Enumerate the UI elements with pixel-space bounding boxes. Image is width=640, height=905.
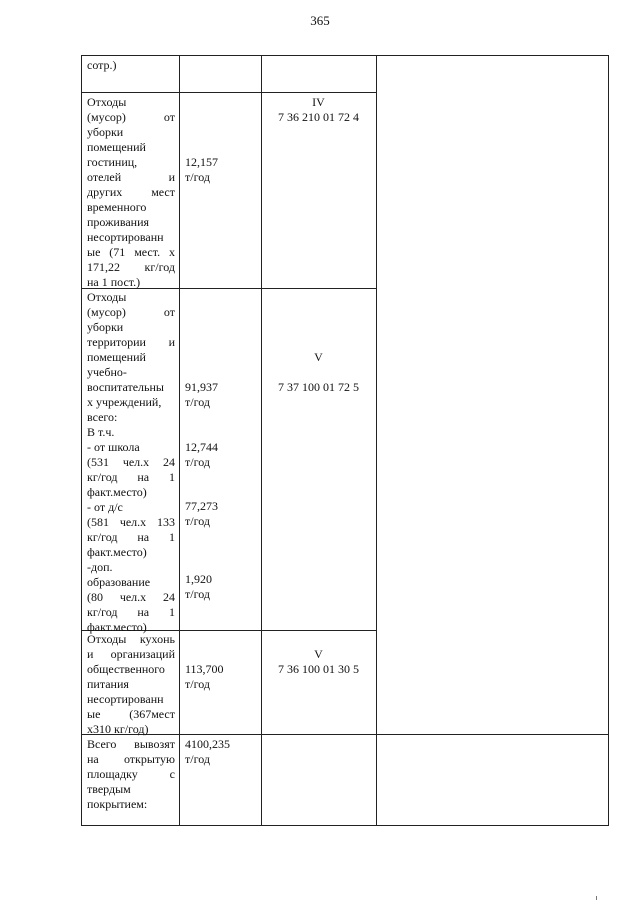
row-2-name-line: образование	[87, 575, 151, 589]
amount-unit: т/год	[185, 514, 210, 528]
row-3-name-line: и организаций	[87, 647, 175, 661]
row-1-name-line: Отходы	[87, 95, 127, 109]
row-1-name-line: других мест	[87, 185, 175, 199]
amount-value: 12,157	[185, 155, 218, 169]
row-2-name-line: (531 чел.х 24	[87, 455, 175, 469]
row-1-name-line: (мусор) от	[87, 110, 175, 124]
row-2-name-line: - от школа	[87, 440, 140, 454]
waste-table	[81, 55, 609, 826]
row-2-name-line: факт.место)	[87, 485, 147, 499]
table-right-border	[608, 55, 609, 825]
row-1-name-line: несортированн	[87, 230, 164, 244]
amount-unit: т/год	[185, 170, 210, 184]
row-2-name-line: помещений	[87, 350, 146, 364]
row-2-amount-kindergarten	[185, 499, 218, 529]
row-3-name-line: несортированн	[87, 692, 164, 706]
amount-unit: т/год	[185, 455, 210, 469]
column-divider-2	[261, 55, 262, 825]
amount-value: 91,937	[185, 380, 218, 394]
row-2-name-line: -доп.	[87, 560, 113, 574]
row-3-code	[261, 647, 376, 677]
row-2-amount-school	[185, 440, 218, 470]
row-2-name-line: факт.место)	[87, 620, 147, 634]
table-top-border	[82, 55, 609, 56]
row-1-code	[261, 95, 376, 125]
row-1-name-line: на 1 пост.)	[87, 275, 141, 289]
amount-value: 113,700	[185, 662, 224, 676]
row-4-name-line: твердым	[87, 782, 131, 796]
fkko-code: 7 36 210 01 72 4	[278, 110, 359, 124]
row-3-name-line: х310 кг/год)	[87, 722, 149, 736]
row-2-name-line: кг/год на 1	[87, 605, 175, 619]
row-2-name-line: Отходы	[87, 290, 127, 304]
row-1-name-line: ые (71 мест. х	[87, 245, 175, 259]
row-4-name-line: покрытием:	[87, 797, 148, 811]
page-number: 365	[310, 13, 330, 28]
row-2-name	[87, 290, 175, 635]
row-2-name-line: В т.ч.	[87, 425, 115, 439]
row-2-name-line: воспитательны	[87, 380, 164, 394]
row-3-name-line: питания	[87, 677, 129, 691]
hazard-class: V	[314, 647, 323, 661]
hazard-class: V	[314, 350, 323, 364]
row-2-amount-extra-education	[185, 572, 212, 602]
row-4-name-line: площадку с	[87, 767, 175, 781]
row-2-name-line: всего:	[87, 410, 118, 424]
row-2-name-line: учебно-	[87, 365, 127, 379]
row-0-name	[87, 58, 175, 73]
row-1-name-line: гостиниц,	[87, 155, 138, 169]
row-1-name-line: уборки	[87, 125, 124, 139]
row-3-name-line: ые (367мест	[87, 707, 175, 721]
row-1-name-line: отелей и	[87, 170, 175, 184]
row-4-name-line: на открытую	[87, 752, 175, 766]
row-1-name-line: помещений	[87, 140, 146, 154]
hazard-class: IV	[312, 95, 325, 109]
row-2-amount-total	[185, 380, 218, 410]
row-3-name-line: Отходы кухонь	[87, 632, 175, 646]
row-2-name-line: (80 чел.х 24	[87, 590, 175, 604]
amount-value: 1,920	[185, 572, 212, 586]
row-2-name-line: кг/год на 1	[87, 470, 175, 484]
row-2-name-line: (мусор) от	[87, 305, 175, 319]
amount-unit: т/год	[185, 752, 210, 766]
row-2-name-line: - от д/с	[87, 500, 123, 514]
row-4-name	[87, 737, 175, 812]
row-4-name-line: Всего вывозят	[87, 737, 175, 751]
row-3-amount	[185, 662, 224, 692]
row-1-name-line: временного	[87, 200, 147, 214]
row-1-name	[87, 95, 175, 290]
amount-unit: т/год	[185, 395, 210, 409]
row-divider-1	[82, 92, 377, 93]
row-1-amount	[185, 155, 218, 185]
row-3-name	[87, 632, 175, 737]
fkko-code: 7 36 100 01 30 5	[278, 662, 359, 676]
row-2-name-line: уборки	[87, 320, 124, 334]
row-1-name-line: 171,22 кг/год	[87, 260, 175, 274]
row-2-code-number	[261, 380, 376, 395]
row-3-name-line: общественного	[87, 662, 165, 676]
row-0-name-line: сотр.)	[87, 58, 117, 72]
amount-value: 77,273	[185, 499, 218, 513]
row-2-code	[261, 350, 376, 365]
row-2-name-line: территории и	[87, 335, 175, 349]
row-4-amount	[185, 737, 230, 767]
amount-value: 12,744	[185, 440, 218, 454]
amount-value: 4100,235	[185, 737, 230, 751]
fkko-code: 7 37 100 01 72 5	[278, 380, 359, 394]
row-2-name-line: факт.место)	[87, 545, 147, 559]
amount-unit: т/год	[185, 587, 210, 601]
column-divider-1	[179, 55, 180, 825]
amount-unit: т/год	[185, 677, 210, 691]
row-2-name-line: кг/год на 1	[87, 530, 175, 544]
row-1-name-line: проживания	[87, 215, 150, 229]
scan-mark	[596, 896, 597, 900]
row-2-name-line: (581 чел.х 133	[87, 515, 175, 529]
column-divider-3	[376, 55, 377, 825]
row-2-name-line: х учреждений,	[87, 395, 162, 409]
